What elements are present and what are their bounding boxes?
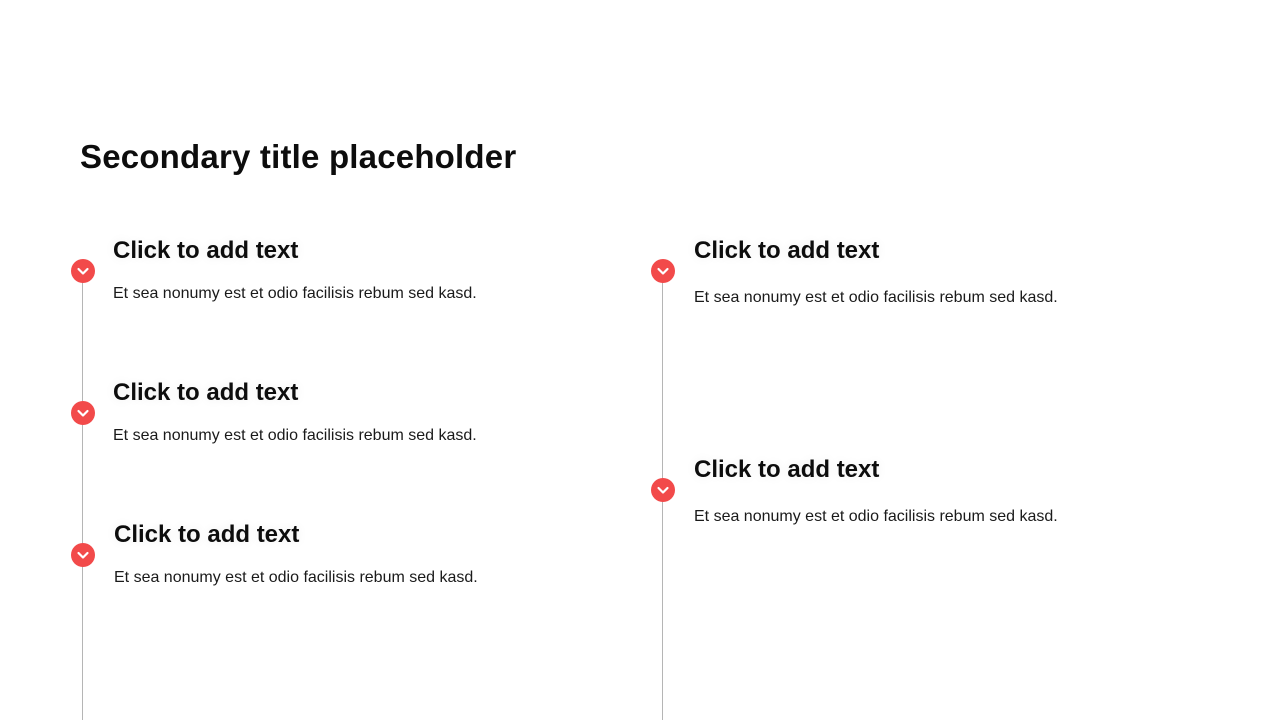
right-marker-2: [651, 478, 675, 502]
right-item-2-heading[interactable]: Click to add text: [694, 456, 880, 483]
right-item-1-heading[interactable]: Click to add text: [694, 237, 880, 264]
chevron-down-icon: [71, 259, 95, 283]
chevron-down-icon: [651, 259, 675, 283]
left-item-1-heading[interactable]: Click to add text: [113, 237, 299, 264]
left-item-2-heading[interactable]: Click to add text: [113, 379, 299, 406]
right-item-2-text[interactable]: Et sea nonumy est et odio facilisis rebum sed kasd.: [694, 508, 1058, 525]
chevron-down-icon: [651, 478, 675, 502]
slide-title[interactable]: Secondary title placeholder: [80, 138, 517, 175]
left-marker-1: [71, 259, 95, 283]
left-marker-3: [71, 543, 95, 567]
left-item-3-text[interactable]: Et sea nonumy est et odio facilisis rebum sed kasd.: [114, 569, 478, 586]
left-item-3-heading[interactable]: Click to add text: [114, 521, 300, 548]
chevron-down-icon: [71, 543, 95, 567]
left-item-2-text[interactable]: Et sea nonumy est et odio facilisis rebum sed kasd.: [113, 427, 477, 444]
right-item-1-text[interactable]: Et sea nonumy est et odio facilisis rebum sed kasd.: [694, 289, 1058, 306]
right-marker-1: [651, 259, 675, 283]
left-timeline-line: [82, 270, 83, 720]
chevron-down-icon: [71, 401, 95, 425]
left-item-1-text[interactable]: Et sea nonumy est et odio facilisis rebum sed kasd.: [113, 285, 477, 302]
left-marker-2: [71, 401, 95, 425]
